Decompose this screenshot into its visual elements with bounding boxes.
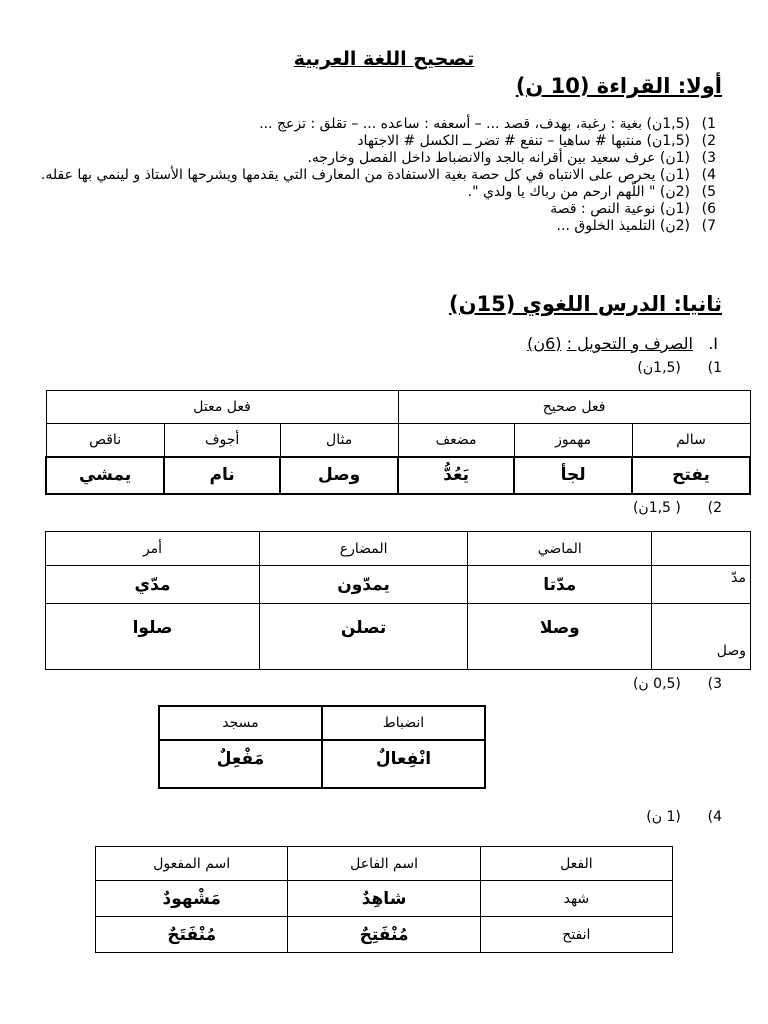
table-cell: شهد — [480, 881, 672, 917]
item-text: (1,5ن) بغية : رغبة، بهدف، قصد ... – أسعفه : ساعده ... – تقلق : تزعج ... — [259, 116, 690, 132]
table-cell: انفتح — [480, 917, 672, 953]
table-cell: يَعُدُّ — [398, 457, 514, 494]
column-header: اسم الفاعل — [288, 847, 480, 881]
column-header: أمر — [46, 532, 260, 566]
section-reading-heading: أولا: القراءة (10 ن) — [515, 74, 722, 98]
question-points: (1 ن) — [646, 809, 681, 825]
list-item — [36, 218, 716, 235]
conjugation-table — [45, 531, 751, 670]
table-cell: مدّتا — [468, 566, 652, 604]
row-label: مدّ — [652, 566, 751, 604]
question-4-label — [646, 809, 722, 825]
table-cell: يفتح — [632, 457, 750, 494]
list-item — [36, 133, 716, 150]
subsection-morphology — [527, 334, 718, 353]
reading-answers-list — [36, 116, 716, 235]
question-number: 3) — [707, 676, 722, 692]
subsection-points: (6ن) — [527, 334, 562, 353]
page-title: تصحيح اللغة العربية — [293, 48, 475, 70]
list-item — [36, 184, 716, 201]
table-cell: لجأ — [514, 457, 632, 494]
item-text: (1ن) عرف سعيد بين أقرانه بالجد والانضباط داخل الفصل وخارجه. — [307, 150, 690, 166]
question-number: 2) — [707, 500, 722, 516]
item-text: (2ن) " اللّهم ارحم من رباك يا ولدي ". — [467, 184, 690, 200]
question-2-label — [633, 500, 722, 516]
empty-corner-cell — [652, 532, 751, 566]
column-header: انضباط — [322, 706, 485, 740]
item-number: 7) — [701, 218, 716, 234]
table-cell: مُنْفَتِحٌ — [288, 917, 480, 953]
item-number: 1) — [701, 116, 716, 132]
column-header: الماضي — [468, 532, 652, 566]
column-header: مثال — [280, 424, 398, 457]
table-cell: نام — [164, 457, 280, 494]
table-cell: تصلن — [260, 604, 468, 670]
column-header: اسم المفعول — [96, 847, 288, 881]
question-1-label — [637, 360, 722, 376]
question-3-label — [633, 676, 722, 692]
table-cell: مُنْفَتَحٌ — [96, 917, 288, 953]
verb-types-table — [45, 390, 751, 495]
question-number: 1) — [707, 360, 722, 376]
table-cell: شاهِدٌ — [288, 881, 480, 917]
column-header: مسجد — [159, 706, 322, 740]
list-item — [36, 167, 716, 184]
table-cell: مَشْهودٌ — [96, 881, 288, 917]
item-text: (1,5ن) منتبها # ساهيا – تنفع # تضر ــ الكسل # الاجتهاد — [357, 133, 690, 149]
table-cell: مَفْعِلٌ — [159, 740, 322, 788]
item-text: (1ن) يحرص على الانتباه في كل حصة بغية الاستفادة من المعارف التي يقدمها ويشرحها الأستاذ و لينمي بها عقله. — [40, 167, 690, 183]
column-header: مضعف — [398, 424, 514, 457]
group-header-sound-verb: فعل صحيح — [398, 391, 750, 424]
question-points: ( 1,5ن) — [632, 500, 681, 516]
column-header: سالم — [632, 424, 750, 457]
table-cell: انْفِعالٌ — [322, 740, 485, 788]
item-number: 2) — [701, 133, 716, 149]
item-text: (2ن) التلميذ الخلوق ... — [556, 218, 690, 234]
item-number: 5) — [701, 184, 716, 200]
column-header: المضارع — [260, 532, 468, 566]
question-points: (1,5ن) — [637, 360, 681, 376]
section-language-heading: ثانيا: الدرس اللغوي (15ن) — [448, 292, 722, 316]
item-number: 6) — [701, 201, 716, 217]
table-cell: يمشي — [46, 457, 164, 494]
item-text: (1ن) نوعية النص : قصة — [550, 201, 690, 217]
subsection-number: I. — [708, 334, 718, 353]
list-item — [36, 116, 716, 133]
list-item — [36, 201, 716, 218]
derived-nouns-table — [95, 846, 673, 953]
column-header: ناقص — [46, 424, 164, 457]
column-header: الفعل — [480, 847, 672, 881]
item-number: 4) — [701, 167, 716, 183]
list-item — [36, 150, 716, 167]
column-header: أجوف — [164, 424, 280, 457]
row-label: وصل — [652, 604, 751, 670]
group-header-weak-verb: فعل معتل — [46, 391, 398, 424]
column-header: مهموز — [514, 424, 632, 457]
morphological-scale-table — [158, 705, 486, 789]
question-points: (0,5 ن) — [632, 676, 681, 692]
question-number: 4) — [707, 809, 722, 825]
item-number: 3) — [701, 150, 716, 166]
table-cell: صلوا — [46, 604, 260, 670]
table-cell: مدّي — [46, 566, 260, 604]
table-cell: يمدّون — [260, 566, 468, 604]
table-cell: وصل — [280, 457, 398, 494]
table-cell: وصلا — [468, 604, 652, 670]
subsection-title: الصرف و التحويل : — [566, 334, 693, 353]
